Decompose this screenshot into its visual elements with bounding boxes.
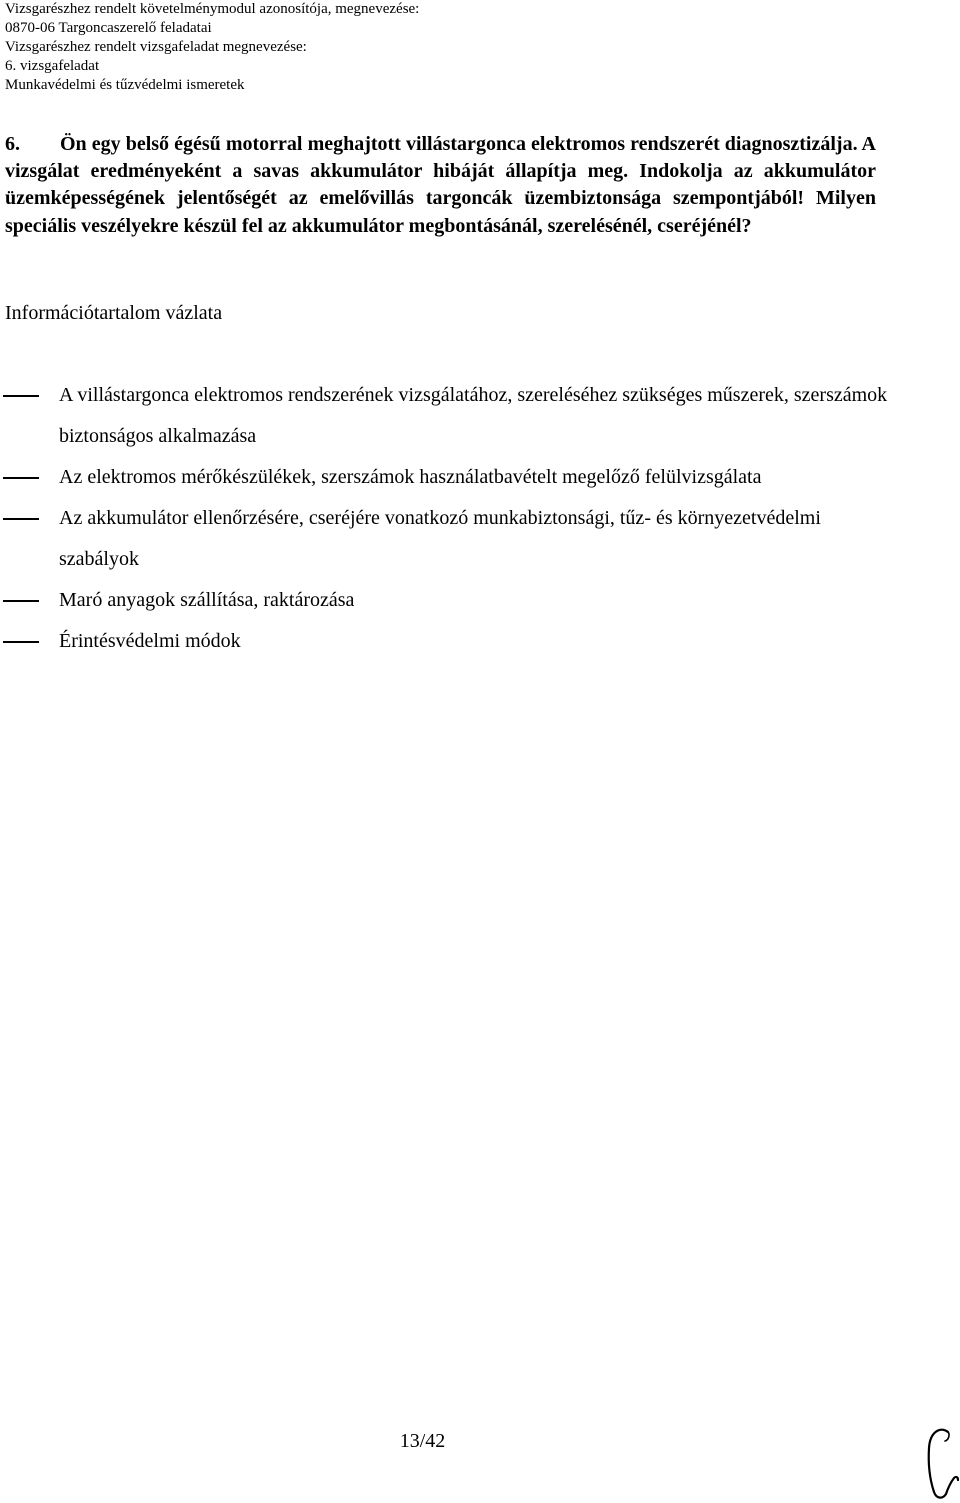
list-item bbox=[0, 375, 900, 457]
header-line-task-number: 6. vizsgafeladat bbox=[5, 58, 100, 74]
list-item-text: Érintésvédelmi módok bbox=[59, 630, 241, 652]
question-number: 6. bbox=[5, 133, 20, 155]
dash-bullet-icon bbox=[3, 395, 39, 397]
list-item bbox=[0, 621, 900, 662]
outline-list bbox=[0, 375, 900, 662]
dash-bullet-icon bbox=[3, 600, 39, 602]
dash-bullet-icon bbox=[3, 518, 39, 520]
list-item-text: Maró anyagok szállítása, raktározása bbox=[59, 589, 355, 611]
question-block bbox=[5, 131, 876, 240]
header-line-module-label: Vizsgarészhez rendelt követelménymodul azonosítója, megnevezése: bbox=[5, 1, 420, 17]
dash-bullet-icon bbox=[3, 477, 39, 479]
dash-bullet-icon bbox=[3, 641, 39, 643]
header-line-task-name: Munkavédelmi és tűzvédelmi ismeretek bbox=[5, 77, 245, 93]
outline-title: Információtartalom vázlata bbox=[5, 302, 223, 324]
list-item bbox=[0, 580, 900, 621]
list-item-text: Az elektromos mérőkészülékek, szerszámok használatbavételt megelőző felülvizsgálata bbox=[59, 466, 762, 488]
handwritten-signature-icon bbox=[918, 1418, 960, 1503]
list-item-text: Az akkumulátor ellenőrzésére, cseréjére vonatkozó munkabiztonsági, tűz- és környezetvédelmi szabályok bbox=[59, 507, 821, 570]
list-item-text: A villástargonca elektromos rendszerének vizsgálatához, szereléséhez szükséges műszerek, szerszámok biztonságos alkalmazása bbox=[59, 384, 888, 447]
header-line-module-name: 0870-06 Targoncaszerelő feladatai bbox=[5, 20, 212, 36]
list-item bbox=[0, 498, 900, 580]
page-number: 13/42 bbox=[399, 1430, 446, 1452]
document-header bbox=[5, 0, 419, 95]
list-item bbox=[0, 457, 900, 498]
header-line-task-label: Vizsgarészhez rendelt vizsgafeladat megnevezése: bbox=[5, 39, 307, 55]
question-text: Ön egy belső égésű motorral meghajtott villástargonca elektromos rendszerét diagnosztizálja. A vizsgálat eredményeként a savas akkumulátor hibáját állapítja meg. Indokolja az akkumulátor üzemképességének jelentőségét az emelővillás targoncák üzembiztonsága szempontjából! Milyen speciális veszélyekre készül fel az akkumulátor megbontásánál, szerelésénél, cseréjénél? bbox=[5, 133, 876, 237]
